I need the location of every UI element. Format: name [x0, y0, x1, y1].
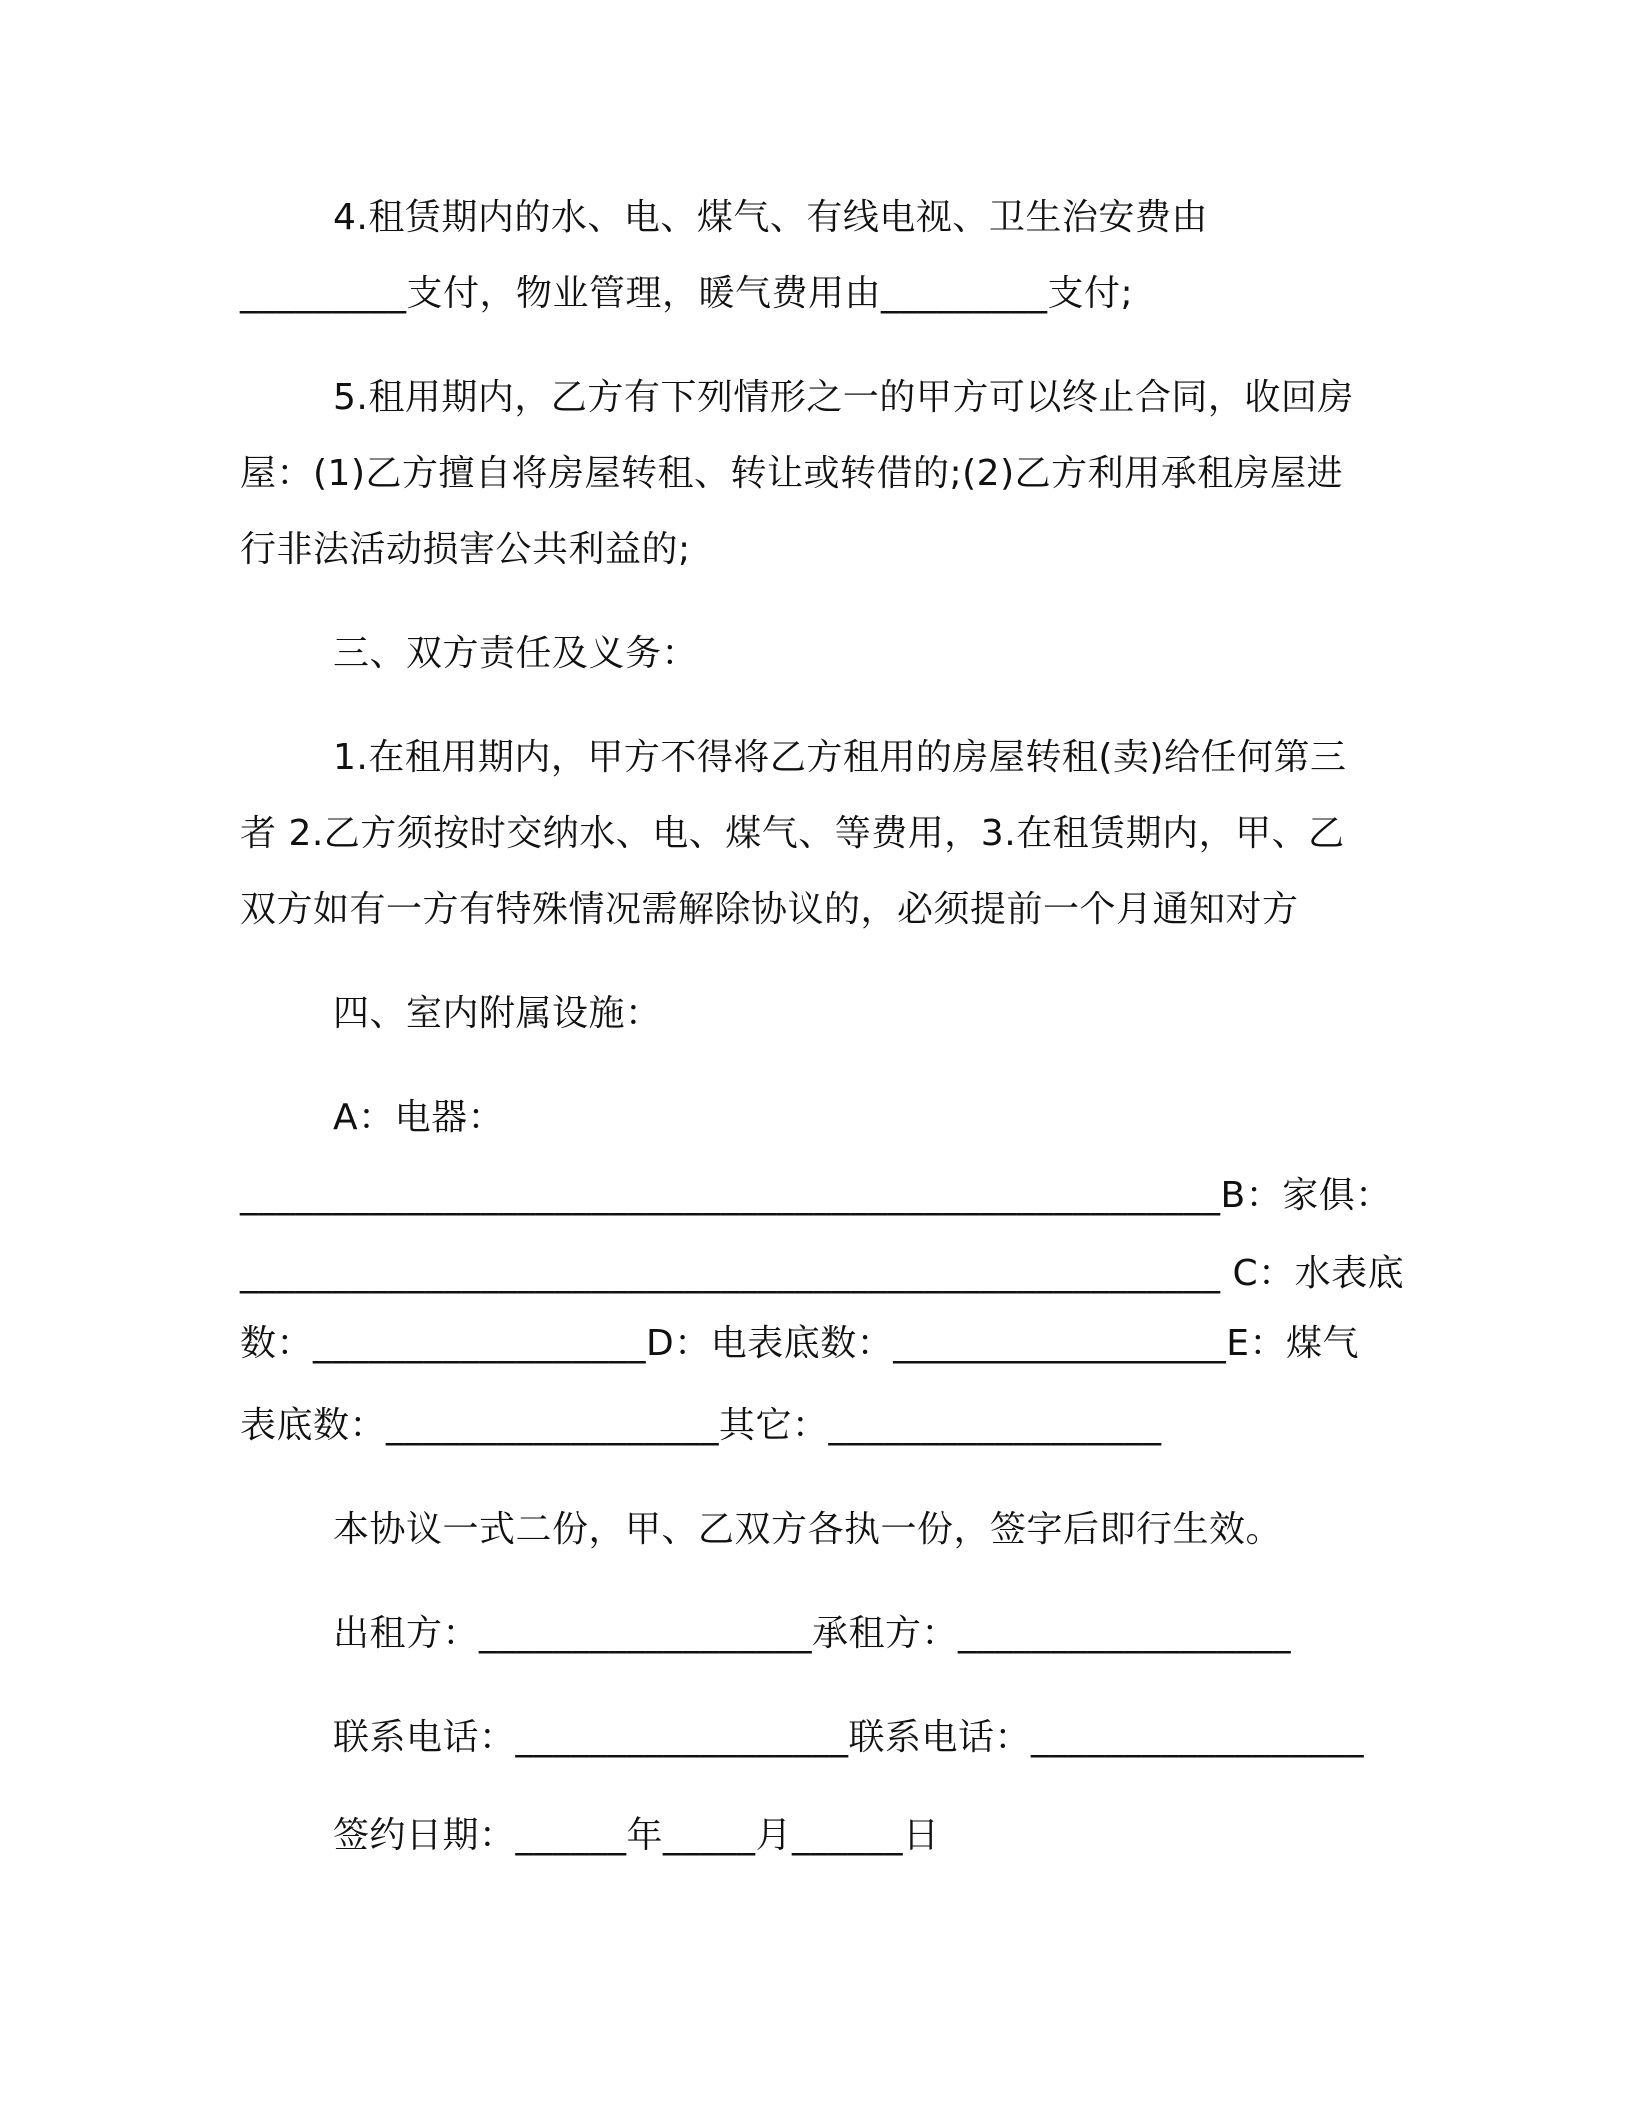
furniture-blank-line: _____________________________________________________ C：水表底 — [240, 1253, 1405, 1294]
clause-4-line-1: 4.租赁期内的水、电、煤气、有线电视、卫生治安费由 — [333, 197, 1208, 238]
clause-5-line-1: 5.租用期内，乙方有下列情形之一的甲方可以终止合同，收回房 — [333, 377, 1354, 418]
appliances-label: A：电器： — [333, 1097, 505, 1138]
contact-phone-line: 联系电话：__________________联系电话：__________________ — [333, 1717, 1365, 1758]
section-3-line-1: 1.在租用期内，甲方不得将乙方租用的房屋转租(卖)给任何第三 — [333, 737, 1347, 778]
meter-readings-line-1: 数：__________________D：电表底数：__________________E：煤气 — [240, 1323, 1359, 1364]
clause-4-line-2: _________支付，物业管理，暖气费用由_________支付; — [240, 273, 1134, 314]
section-3-line-2: 者 2.乙方须按时交纳水、电、煤气、等费用，3.在租赁期内，甲、乙 — [240, 813, 1345, 854]
appliances-blank-line: _____________________________________________________B：家俱： — [240, 1175, 1392, 1216]
parties-signature-line: 出租方：__________________承租方：__________________ — [333, 1613, 1292, 1654]
section-4-heading: 四、室内附属设施： — [333, 993, 662, 1034]
meter-readings-line-2: 表底数：__________________其它：__________________ — [240, 1405, 1162, 1446]
clause-5-line-3: 行非法活动损害公共利益的; — [240, 529, 691, 570]
signing-date-line: 签约日期：______年_____月______日 — [333, 1815, 940, 1856]
clause-5-line-2: 屋：(1)乙方擅自将房屋转租、转让或转借的;(2)乙方利用承租房屋进 — [240, 453, 1344, 494]
section-3-heading: 三、双方责任及义务： — [333, 633, 699, 674]
section-3-line-3: 双方如有一方有特殊情况需解除协议的，必须提前一个月通知对方 — [240, 889, 1299, 930]
agreement-effect-line: 本协议一式二份，甲、乙双方各执一份，签字后即行生效。 — [333, 1509, 1283, 1550]
